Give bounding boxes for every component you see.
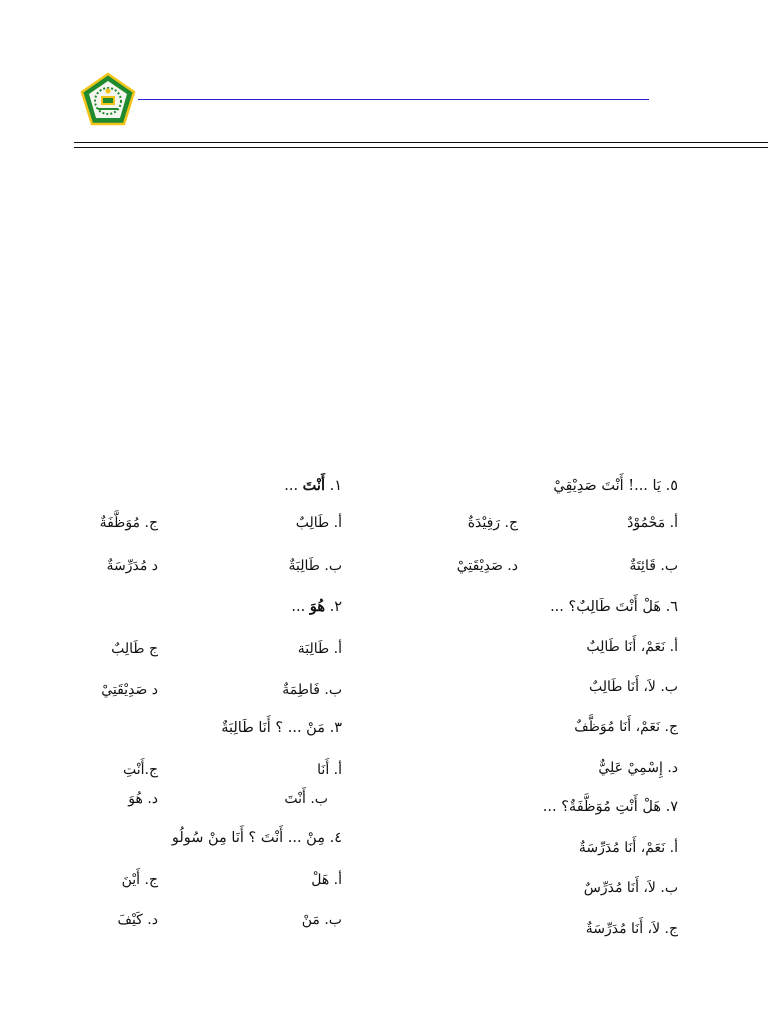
question-6-option-b[interactable]: ب. لاَ، أَنَا طَالِبٌ bbox=[589, 679, 678, 695]
question-5-stem: ٥. يَا ...! أَنْتَ صَدِيْقِيْ bbox=[553, 478, 678, 494]
question-1-option-a[interactable]: أ. طَالِبٌ bbox=[295, 515, 342, 531]
question-1-stem: ١. أَنْتَ ... bbox=[284, 477, 342, 494]
question-2-option-c[interactable]: ج طَالِبٌ bbox=[111, 641, 158, 657]
question-1-option-c[interactable]: ج. مُوَظَّفَةٌ bbox=[99, 515, 158, 531]
header-divider-bottom bbox=[74, 147, 768, 148]
question-6-option-a[interactable]: أ. نَعَمْ، أَنَا طَالِبٌ bbox=[586, 639, 678, 655]
question-3-option-a[interactable]: أ. أَنَا bbox=[317, 762, 342, 778]
question-3-option-d[interactable]: د. هُوَ bbox=[128, 791, 158, 807]
header-blue-rule bbox=[138, 99, 649, 100]
question-4-option-b[interactable]: ب. مَنْ bbox=[301, 912, 342, 928]
question-4-option-a[interactable]: أ. هَلْ bbox=[311, 872, 342, 888]
question-7-option-c[interactable]: ج. لاَ، أَنَا مُدَرِّسَةٌ bbox=[585, 921, 678, 937]
question-5-option-a[interactable]: أ. مَحْمُوْدٌ bbox=[627, 515, 678, 531]
question-6-stem: ٦. هَلْ أَنْتَ طَالِبٌ؟ ... bbox=[550, 599, 678, 615]
question-1-option-b[interactable]: ب. طَالِبَةٌ bbox=[288, 558, 342, 574]
question-3-option-b[interactable]: ب. أَنْتَ bbox=[284, 791, 328, 807]
question-6-option-d[interactable]: د. إِسْمِيْ عَلِيٌّ bbox=[598, 760, 678, 776]
pentagon-emblem-icon bbox=[80, 72, 136, 126]
question-7-option-b[interactable]: ب. لاَ، أَنَا مُدَرِّسٌ bbox=[583, 880, 678, 896]
question-7-stem: ٧. هَلْ أَنْتِ مُوَظَّفَةٌ؟ ... bbox=[542, 799, 678, 815]
question-5-option-b[interactable]: ب. قَائِتَةٌ bbox=[629, 558, 678, 574]
question-3-option-c[interactable]: ج.أَنْتِ bbox=[122, 762, 158, 778]
question-4-option-d[interactable]: د. كَيْفَ bbox=[117, 912, 158, 928]
question-1-option-d[interactable]: د مُدَرِّسَةٌ bbox=[106, 558, 158, 574]
question-4-stem: ٤. مِنْ ... أَنْتَ ؟ أَنَا مِنْ سُولُو bbox=[171, 830, 342, 846]
ministry-emblem-logo bbox=[80, 72, 136, 126]
question-2-stem: ٢. هُوَ ... bbox=[291, 598, 342, 615]
question-2-option-d[interactable]: د صَدِيْقَتِيْ bbox=[101, 682, 158, 698]
question-2-option-b[interactable]: ب. فَاطِمَةٌ bbox=[282, 682, 342, 698]
question-2-option-a[interactable]: أ. طَالِبَة bbox=[297, 641, 342, 657]
question-3-stem: ٣. مَنْ ... ؟ أَنَا طَالِبَةٌ bbox=[221, 720, 342, 736]
question-4-option-c[interactable]: ج. أَيْنَ bbox=[121, 872, 158, 888]
question-5-option-d[interactable]: د. صَدِيْقَتِيْ bbox=[456, 558, 518, 574]
question-5-option-c[interactable]: ج. رَفِيْدَةٌ bbox=[467, 515, 518, 531]
question-7-option-a[interactable]: أ. نَعَمْ، أَنَا مُدَرِّسَةٌ bbox=[578, 840, 678, 856]
header-divider-top bbox=[74, 142, 768, 143]
question-6-option-c[interactable]: ج. نَعَمْ، أَنَا مُوَظَّفٌ bbox=[574, 719, 678, 735]
